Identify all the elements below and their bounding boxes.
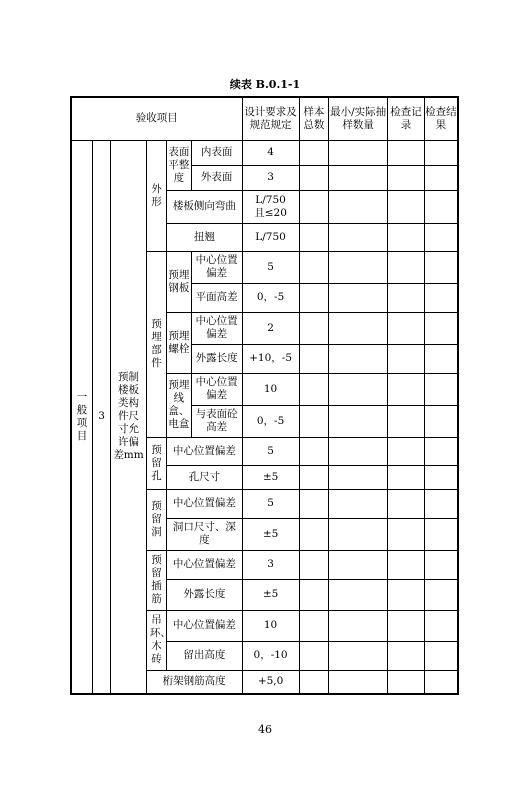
- count-cell[interactable]: [329, 283, 388, 312]
- record-cell[interactable]: [388, 344, 425, 373]
- row-label: 平面高差: [191, 283, 242, 312]
- count-cell[interactable]: [329, 610, 388, 641]
- result-cell[interactable]: [424, 312, 458, 344]
- row-label: 内表面: [191, 140, 242, 165]
- row-value: 3: [242, 550, 299, 579]
- row-value: ±5: [242, 579, 299, 610]
- record-cell[interactable]: [388, 283, 425, 312]
- item-number: 3: [92, 140, 110, 694]
- result-cell[interactable]: [424, 610, 458, 641]
- header-design: 设计要求及规范规定: [242, 97, 299, 140]
- row-label: 桁架钢筋高度: [146, 670, 242, 694]
- count-cell[interactable]: [329, 344, 388, 373]
- subgroup-flatness: 表面平整度: [167, 140, 191, 190]
- row-value: 5: [242, 251, 299, 283]
- row-label: 中心位置偏差: [191, 251, 242, 283]
- record-cell[interactable]: [388, 251, 425, 283]
- group-embedded-parts: 预埋部件: [146, 251, 166, 437]
- sample-cell[interactable]: [299, 579, 329, 610]
- row-label: 外露长度: [167, 579, 242, 610]
- sample-cell[interactable]: [299, 489, 329, 518]
- table-row: [71, 140, 458, 165]
- result-cell[interactable]: [424, 670, 458, 694]
- row-value: +5,0: [242, 670, 299, 694]
- row-label: 孔尺寸: [167, 465, 242, 489]
- row-label: 外露长度: [191, 344, 242, 373]
- row-value: 0，-10: [242, 641, 299, 670]
- group-lifting-ring: 吊环、木砖: [146, 610, 166, 670]
- sample-cell[interactable]: [299, 190, 329, 223]
- result-cell[interactable]: [424, 437, 458, 465]
- count-cell[interactable]: [329, 140, 388, 165]
- header-item: 验收项目: [71, 97, 242, 140]
- row-value: L/750 且≤20: [242, 190, 299, 223]
- count-cell[interactable]: [329, 550, 388, 579]
- count-cell[interactable]: [329, 641, 388, 670]
- row-value: L/750: [242, 223, 299, 251]
- header-min-actual: 最小/实际抽样数量: [329, 97, 388, 140]
- count-cell[interactable]: [329, 373, 388, 405]
- row-value: 4: [242, 140, 299, 165]
- row-value: 5: [242, 489, 299, 518]
- row-label: 中心位置偏差: [167, 610, 242, 641]
- sample-cell[interactable]: [299, 610, 329, 641]
- count-cell[interactable]: [329, 165, 388, 190]
- count-cell[interactable]: [329, 489, 388, 518]
- sample-cell[interactable]: [299, 518, 329, 550]
- result-cell[interactable]: [424, 373, 458, 405]
- category-cell: 一般项目: [71, 140, 92, 694]
- header-row: [71, 97, 458, 140]
- sample-cell[interactable]: [299, 251, 329, 283]
- record-cell[interactable]: [388, 405, 425, 437]
- row-value: 5: [242, 437, 299, 465]
- sample-cell[interactable]: [299, 312, 329, 344]
- record-cell[interactable]: [388, 465, 425, 489]
- row-value: +10，-5: [242, 344, 299, 373]
- header-record: 检查记录: [388, 97, 425, 140]
- page-number: 46: [258, 723, 272, 736]
- result-cell[interactable]: [424, 223, 458, 251]
- record-cell[interactable]: [388, 140, 425, 165]
- sample-cell[interactable]: [299, 405, 329, 437]
- record-cell[interactable]: [388, 610, 425, 641]
- sample-cell[interactable]: [299, 283, 329, 312]
- result-cell[interactable]: [424, 489, 458, 518]
- record-cell[interactable]: [388, 373, 425, 405]
- sample-cell[interactable]: [299, 550, 329, 579]
- sample-cell[interactable]: [299, 670, 329, 694]
- result-cell[interactable]: [424, 190, 458, 223]
- result-cell[interactable]: [424, 641, 458, 670]
- row-label: 中心位置偏差: [167, 489, 242, 518]
- record-cell[interactable]: [388, 190, 425, 223]
- row-value: ±5: [242, 465, 299, 489]
- header-sample: 样本总数: [299, 97, 329, 140]
- row-label: 中心位置偏差: [167, 550, 242, 579]
- subgroup-bolt: 预埋螺栓: [167, 312, 191, 373]
- count-cell[interactable]: [329, 190, 388, 223]
- row-value: 0，-5: [242, 405, 299, 437]
- count-cell[interactable]: [329, 579, 388, 610]
- result-cell[interactable]: [424, 251, 458, 283]
- sample-cell[interactable]: [299, 465, 329, 489]
- row-label: 洞口尺寸、深度: [167, 518, 242, 550]
- record-cell[interactable]: [388, 670, 425, 694]
- row-value: 10: [242, 610, 299, 641]
- count-cell[interactable]: [329, 405, 388, 437]
- sample-cell[interactable]: [299, 373, 329, 405]
- result-cell[interactable]: [424, 405, 458, 437]
- count-cell[interactable]: [329, 312, 388, 344]
- sample-cell[interactable]: [299, 140, 329, 165]
- count-cell[interactable]: [329, 670, 388, 694]
- result-cell[interactable]: [424, 165, 458, 190]
- count-cell[interactable]: [329, 223, 388, 251]
- count-cell[interactable]: [329, 437, 388, 465]
- group-reserved-dowel: 预留插筋: [146, 550, 166, 610]
- row-label: 中心位置偏差: [191, 312, 242, 344]
- row-label: 留出高度: [167, 641, 242, 670]
- row-value: 0，-5: [242, 283, 299, 312]
- record-cell[interactable]: [388, 165, 425, 190]
- result-cell[interactable]: [424, 465, 458, 489]
- item-name: 预制楼板类构件尺寸允许偏差mm: [111, 140, 147, 694]
- record-cell[interactable]: [388, 641, 425, 670]
- record-cell[interactable]: [388, 437, 425, 465]
- record-cell[interactable]: [388, 312, 425, 344]
- sample-cell[interactable]: [299, 641, 329, 670]
- result-cell[interactable]: [424, 140, 458, 165]
- result-cell[interactable]: [424, 283, 458, 312]
- sample-cell[interactable]: [299, 165, 329, 190]
- count-cell[interactable]: [329, 465, 388, 489]
- result-cell[interactable]: [424, 579, 458, 610]
- row-label: 外表面: [191, 165, 242, 190]
- row-label: 中心位置偏差: [191, 373, 242, 405]
- subgroup-wire-box: 预埋线盒、电盒: [167, 373, 191, 437]
- header-result: 检查结果: [424, 97, 458, 140]
- record-cell[interactable]: [388, 489, 425, 518]
- row-label: 楼板侧向弯曲: [167, 190, 242, 223]
- result-cell[interactable]: [424, 518, 458, 550]
- sample-cell[interactable]: [299, 223, 329, 251]
- record-cell[interactable]: [388, 550, 425, 579]
- subgroup-steel-plate: 预埋钢板: [167, 251, 191, 312]
- sample-cell[interactable]: [299, 344, 329, 373]
- group-reserved-hole: 预留孔: [146, 437, 166, 489]
- count-cell[interactable]: [329, 518, 388, 550]
- sample-cell[interactable]: [299, 437, 329, 465]
- record-cell[interactable]: [388, 579, 425, 610]
- inspection-table: [70, 96, 459, 695]
- group-appearance: 外形: [146, 140, 166, 251]
- record-cell[interactable]: [388, 518, 425, 550]
- row-label: 扭翘: [167, 223, 242, 251]
- group-reserved-opening: 预留洞: [146, 489, 166, 550]
- row-label: 与表面砼高差: [191, 405, 242, 437]
- table-title: 续表 B.0.1-1: [229, 78, 301, 91]
- row-value: 10: [242, 373, 299, 405]
- row-label: 中心位置偏差: [167, 437, 242, 465]
- row-value: 2: [242, 312, 299, 344]
- row-value: 3: [242, 165, 299, 190]
- count-cell[interactable]: [329, 251, 388, 283]
- result-cell[interactable]: [424, 344, 458, 373]
- row-value: ±5: [242, 518, 299, 550]
- record-cell[interactable]: [388, 223, 425, 251]
- result-cell[interactable]: [424, 550, 458, 579]
